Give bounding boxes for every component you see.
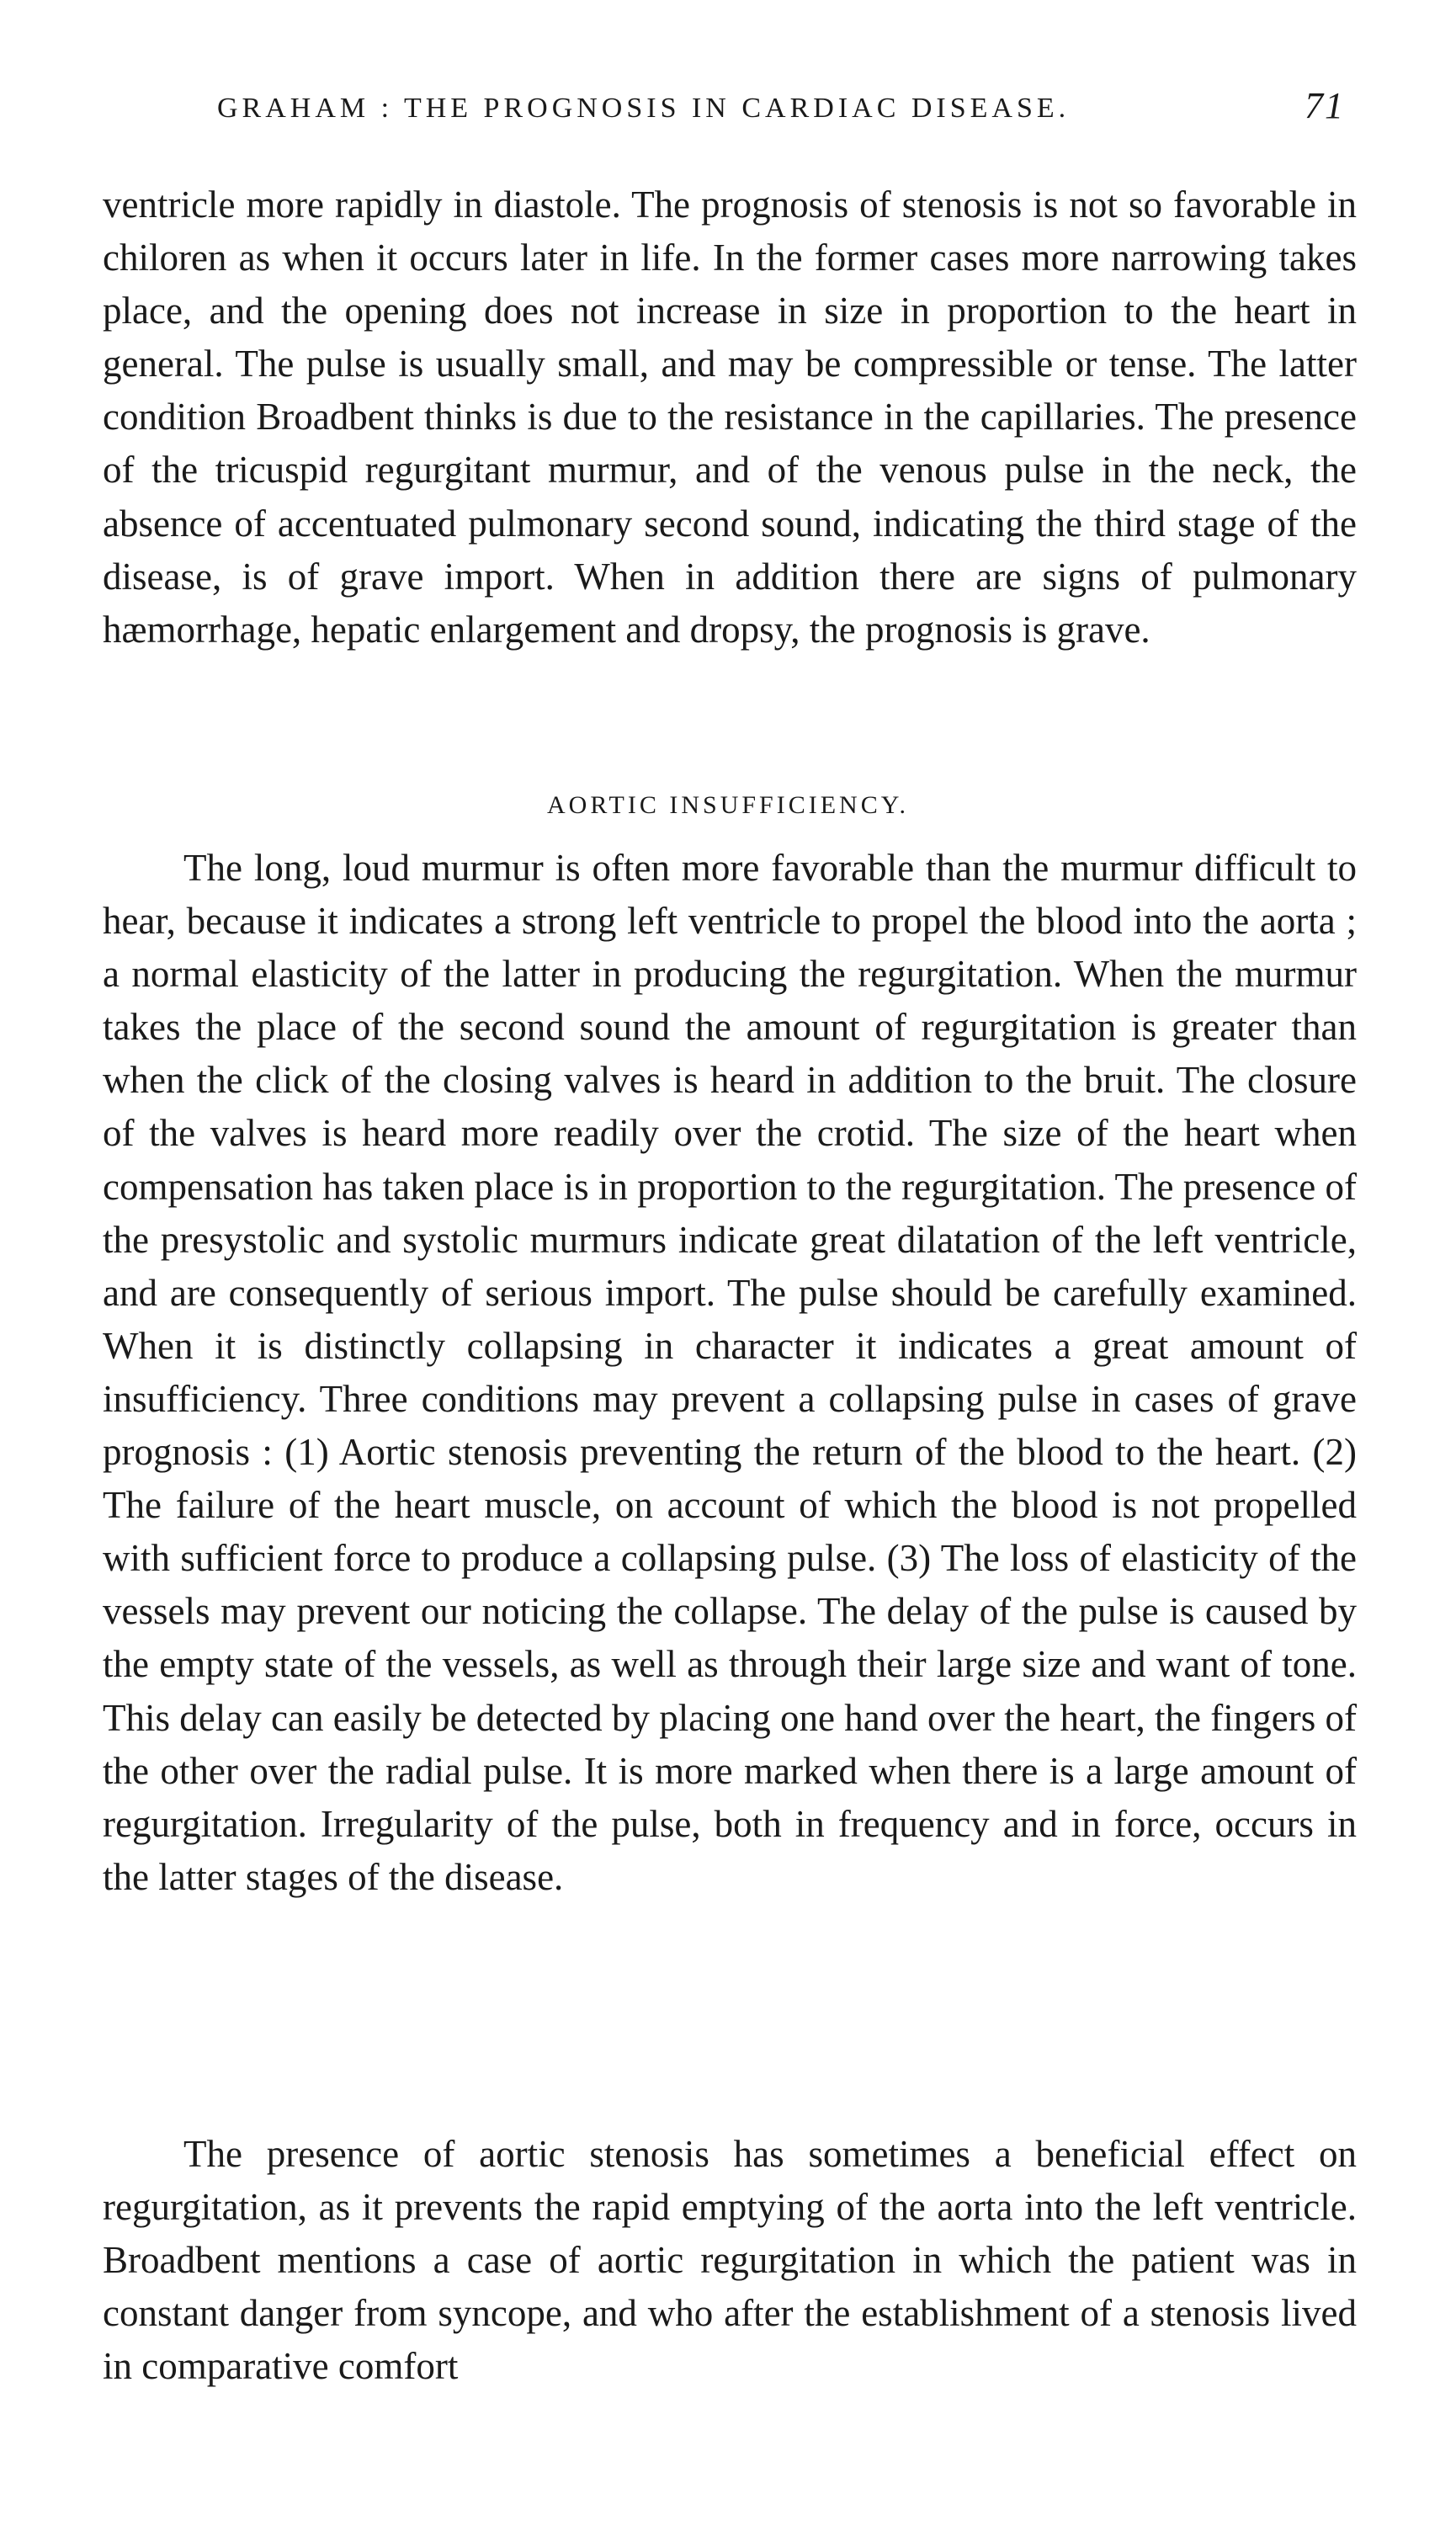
paragraph-aortic-stenosis-effect: The presence of aortic stenosis has sometimes a beneficial effect on regurgitation, as it prevents the rapid emptying of the aorta into the left ventricle. Broadbent mentions a case of aortic regurgitation in which the patient was in constant danger from syncope, and who after the establishment of a stenosis lived in comparative comfort [103, 2133, 1357, 2388]
section-heading: AORTIC INSUFFICIENCY. [546, 791, 910, 819]
running-head [217, 84, 1345, 143]
page-number: 71 [1305, 85, 1345, 126]
running-head-title: GRAHAM : THE PROGNOSIS IN CARDIAC DISEASE. [217, 93, 1071, 124]
paragraph-mitral-stenosis-prognosis: ventricle more rapidly in diastole. The prognosis of stenosis is not so favorable in chiloren as when it occurs later in life. In the former cases more narrowing takes place, and the opening does not increase in size in proportion to the heart in general. The pulse is usually small, and may be compressible or tense. The latter condition Broadbent thinks is due to the resistance in the capillaries. The presence of the tricuspid regurgitant murmur, and of the venous pulse in the neck, the absence of accentuated pulmonary second sound, indicating the third stage of the disease, is of grave import. When in addition there are signs of pulmonary hæmorrhage, hepatic enlargement and dropsy, the prognosis is grave. [103, 183, 1357, 651]
paragraph-aortic-insufficiency: The long, loud murmur is often more favorable than the murmur difficult to hear, because it indicates a strong left ventricle to propel the blood into the aorta ; a normal elasticity of the latter in producing the regurgitation. When the murmur takes the place of the second sound the amount of regurgitation is greater than when the click of the closing valves is heard in addition to the bruit. The closure of the valves is heard more readily over the crotid. The size of the heart when compensation has taken place is in proportion to the regurgitation. The presence of the presystolic and systolic murmurs indicate great dilatation of the left ventricle, and are consequently of serious import. The pulse should be carefully examined. When it is distinctly collapsing in character it indicates a great amount of insufficiency. Three conditions may prevent a collapsing pulse in cases of grave prognosis : (1) Aortic stenosis preventing the return of the blood to the heart. (2) The failure of the heart muscle, on account of which the blood is not propelled with sufficient force to produce a collapsing pulse. (3) The loss of elasticity of the vessels may prevent our noticing the collapse. The delay of the pulse is caused by the empty state of the vessels, as well as through their large size and want of tone. This delay can easily be detected by placing one hand over the heart, the fingers of the other over the radial pulse. It is more marked when there is a large amount of regurgitation. Irregularity of the pulse, both in frequency and in force, occurs in the latter stages of the disease. [103, 847, 1357, 1898]
